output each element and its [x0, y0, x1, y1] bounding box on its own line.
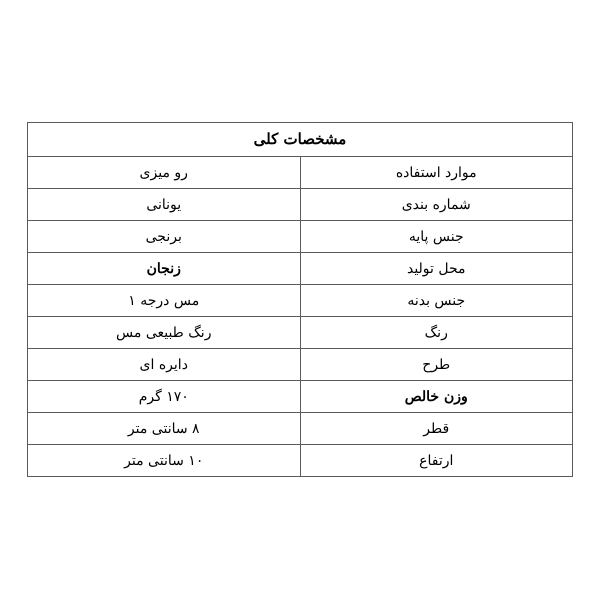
- spec-label: طرح: [300, 349, 573, 381]
- table-row: [28, 221, 573, 253]
- table-row: [28, 285, 573, 317]
- specifications-table: [27, 122, 573, 477]
- spec-label: قطر: [300, 413, 573, 445]
- spec-value: زنجان: [28, 253, 301, 285]
- spec-label: موارد استفاده: [300, 157, 573, 189]
- spec-value: برنجی: [28, 221, 301, 253]
- spec-value: رنگ طبیعی مس: [28, 317, 301, 349]
- spec-label: وزن خالص: [300, 381, 573, 413]
- spec-value: یونانی: [28, 189, 301, 221]
- table-row: [28, 413, 573, 445]
- spec-value: ۱۰ سانتی متر: [28, 445, 301, 477]
- spec-value: ۸ سانتی متر: [28, 413, 301, 445]
- table-row: [28, 253, 573, 285]
- spec-label: ارتفاع: [300, 445, 573, 477]
- spec-label: رنگ: [300, 317, 573, 349]
- spec-value: دایره ای: [28, 349, 301, 381]
- table-row: [28, 349, 573, 381]
- spec-label: جنس پایه: [300, 221, 573, 253]
- spec-label: جنس بدنه: [300, 285, 573, 317]
- table-row: [28, 445, 573, 477]
- spec-value: رو میزی: [28, 157, 301, 189]
- spec-value: ۱۷۰ گرم: [28, 381, 301, 413]
- spec-label: شماره بندی: [300, 189, 573, 221]
- table-header-row: [28, 123, 573, 157]
- table-title: مشخصات کلی: [28, 123, 573, 157]
- spec-value: مس درجه ۱: [28, 285, 301, 317]
- table-row: [28, 381, 573, 413]
- table-row: [28, 189, 573, 221]
- table-row: [28, 317, 573, 349]
- table-row: [28, 157, 573, 189]
- spec-label: محل تولید: [300, 253, 573, 285]
